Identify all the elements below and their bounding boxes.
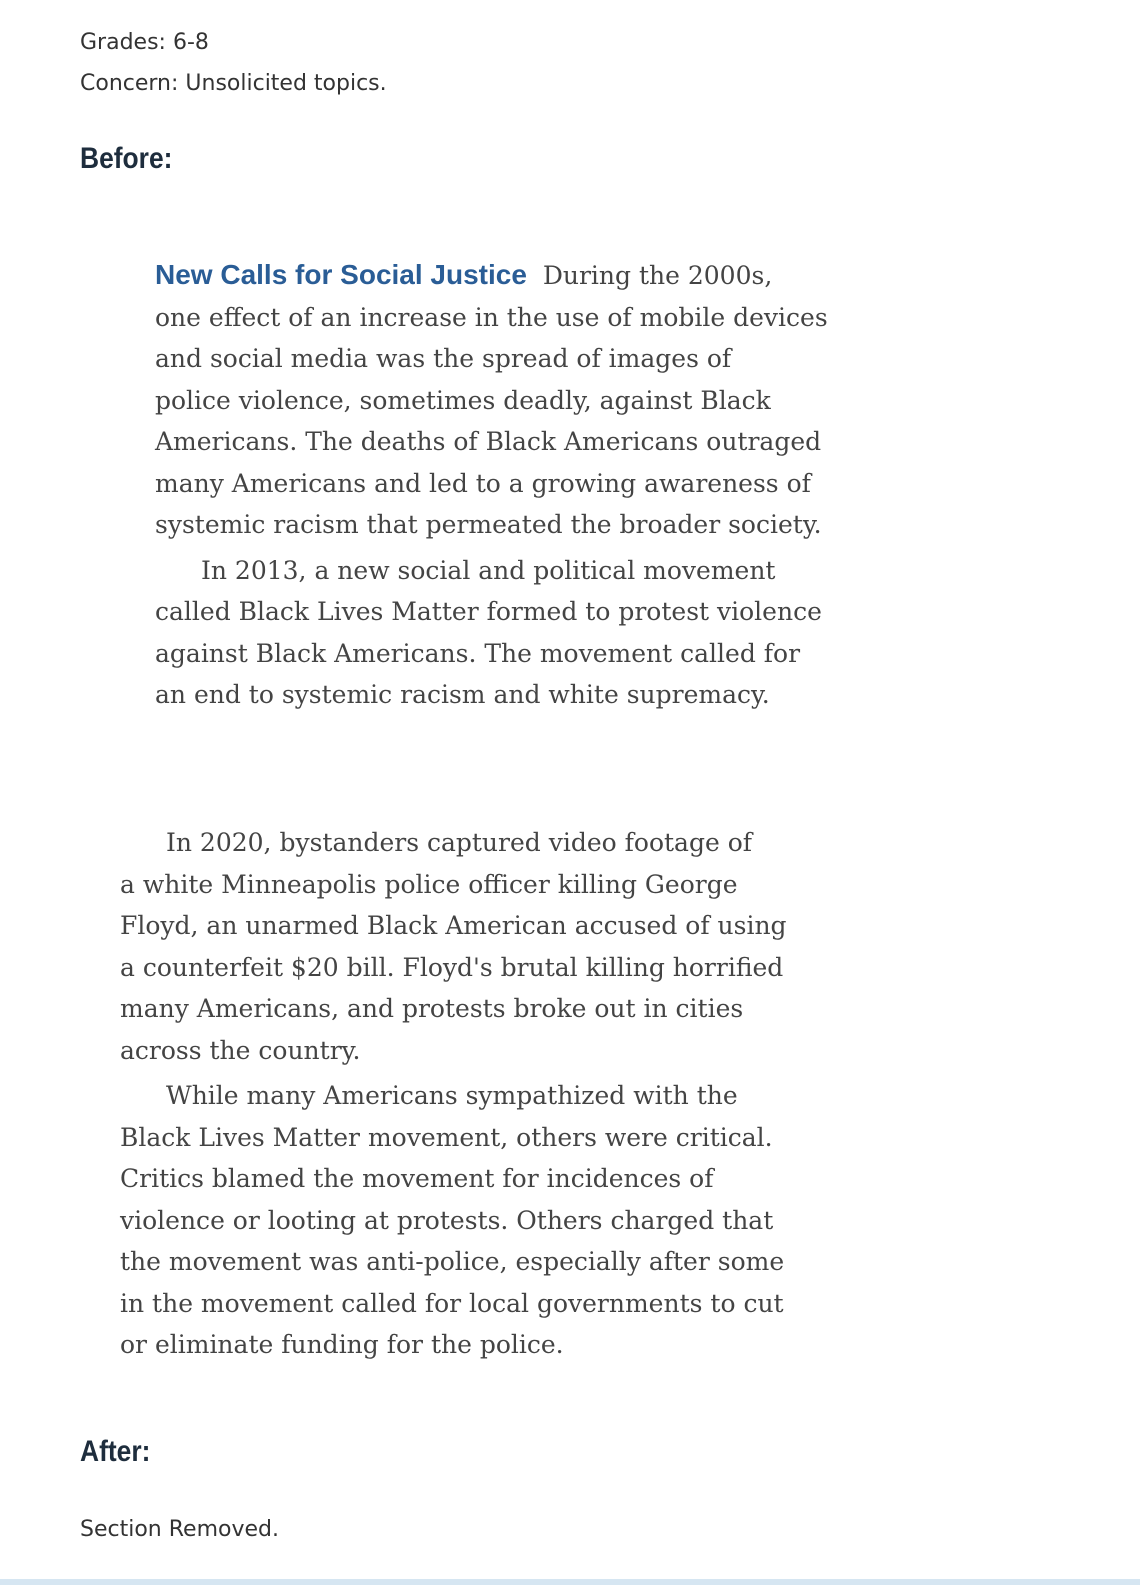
- excerpt-line: Floyd, an unarmed Black American accused of using: [120, 911, 787, 940]
- excerpt-line: across the country.: [120, 1035, 361, 1065]
- excerpt-line: In 2013, a new social and political movement: [201, 555, 776, 585]
- excerpt-line: many Americans, and protests broke out in cities: [120, 994, 744, 1023]
- excerpt-line: In 2020, bystanders captured video footage of: [166, 828, 752, 857]
- excerpt-line: many Americans and led to a growing awareness of: [155, 468, 811, 498]
- excerpt-line: police violence, sometimes deadly, against Black: [155, 385, 771, 415]
- excerpt-line: in the movement called for local governments to cut: [120, 1288, 784, 1318]
- excerpt-line: a white Minneapolis police officer killing George: [120, 869, 738, 899]
- excerpt-line: the movement was anti-police, especially after some: [120, 1247, 785, 1276]
- excerpt-line: against Black Americans. The movement called for: [155, 638, 801, 668]
- bottom-divider: [0, 1579, 1140, 1585]
- excerpt-line: one effect of an increase in the use of mobile devices: [155, 302, 828, 332]
- excerpt-line: a counterfeit $20 bill. Floyd's brutal killing horrified: [120, 952, 784, 982]
- excerpt-line: systemic racism that permeated the broader society.: [155, 510, 822, 539]
- excerpt-line: Critics blamed the movement for incidences of: [120, 1164, 714, 1193]
- excerpt-line: called Black Lives Matter formed to protest violence: [155, 597, 822, 626]
- after-heading: After:: [80, 1435, 151, 1468]
- after-text: Section Removed.: [80, 1517, 279, 1542]
- excerpt-line: or eliminate funding for the police.: [120, 1330, 564, 1359]
- grades-label: Grades: 6-8: [80, 30, 209, 55]
- excerpt-line: violence or looting at protests. Others charged that: [120, 1205, 774, 1235]
- excerpt-line: an end to systemic racism and white supremacy.: [155, 680, 770, 709]
- textbook-excerpt-1: [155, 254, 828, 716]
- excerpt-line: Americans. The deaths of Black Americans outraged: [155, 427, 822, 456]
- excerpt-line: New Calls for Social Justice During the 2000s,: [155, 259, 773, 290]
- concern-label: Concern: Unsolicited topics.: [80, 71, 387, 96]
- excerpt-line: and social media was the spread of images of: [155, 344, 732, 373]
- excerpt-line: While many Americans sympathized with the: [166, 1081, 738, 1110]
- section-title: New Calls for Social Justice: [155, 259, 527, 290]
- excerpt-line: Black Lives Matter movement, others were critical.: [120, 1122, 773, 1152]
- before-heading: Before:: [80, 142, 173, 175]
- textbook-excerpt-2: [120, 822, 787, 1366]
